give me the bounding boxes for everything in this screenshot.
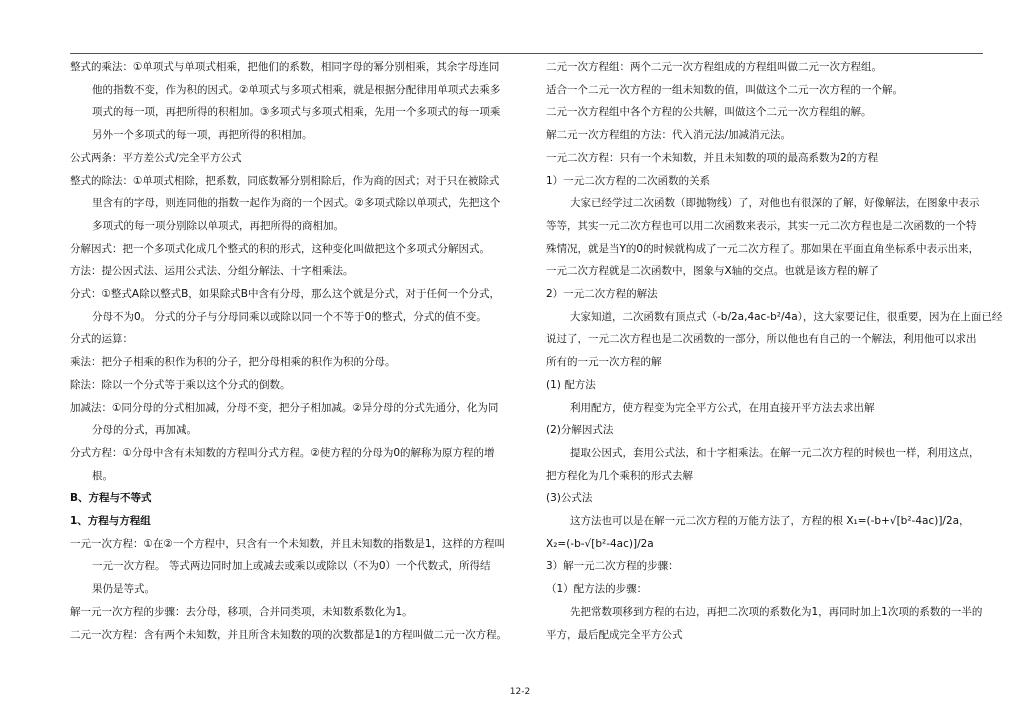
text-line: 先把常数项移到方程的右边，再把二次项的系数化为1，再同时加上1次项的系数的一半的 — [570, 605, 983, 618]
text-line: 分式：①整式A除以整式B，如果除式B中含有分母，那么这个就是分式，对于任何一个分式， — [70, 288, 501, 301]
page-number: 12-2 — [509, 687, 531, 697]
section-heading: B、方程与不等式 — [70, 492, 152, 505]
text-line: 适合一个二元一次方程的一组未知数的值，叫做这个二元一次方程的一个解。 — [546, 83, 903, 96]
text-line: 解二元一次方程组的方法：代入消元法/加减消元法。 — [546, 129, 792, 142]
text-line: 大家知道，二次函数有顶点式（-b/2a,4ac-b²/4a），这大家要记住，很重要，因为在上面已经 — [570, 310, 1003, 323]
text-line: （1）配方法的步骤： — [546, 583, 648, 596]
text-line: 乘法：把分子相乘的积作为积的分子，把分母相乘的积作为积的分母。 — [70, 356, 396, 369]
text-line: 分母不为0。 分式的分子与分母同乘以或除以同一个不等于0的整式，分式的值不变。 — [92, 310, 487, 323]
text-line: 另外一个多项式的每一项，再把所得的积相加。 — [92, 129, 313, 142]
text-line: 殊情况，就是当Y的0的时候就构成了一元二次方程了。那如果在平面直角坐标系中表示出来， — [546, 242, 980, 255]
text-line: 提取公因式，套用公式法，和十字相乘法。在解一元二次方程的时候也一样，利用这点， — [570, 446, 980, 459]
text-line: 等等，其实一元二次方程也可以用二次函数来表示，其实一元二次方程也是二次函数的一个特 — [546, 219, 977, 232]
text-line: 他的指数不变，作为积的因式。②单项式与多项式相乘，就是根据分配律用单项式去乘多 — [92, 83, 501, 96]
text-line: 加减法：①同分母的分式相加减，分母不变，把分子相加减。②异分母的分式先通分，化为同 — [70, 401, 499, 414]
text-line: 说过了，一元二次方程也是二次函数的一部分，所以他也有自己的一个解法，利用他可以求出 — [546, 333, 977, 346]
text-line: 一元一次方程：①在②一个方程中，只含有一个未知数，并且未知数的指数是1，这样的方程叫 — [70, 537, 506, 550]
text-line: 平方，最后配成完全平方公式 — [546, 628, 683, 641]
text-line: 所有的一元一次方程的解 — [546, 356, 662, 369]
text-line: 方法：提公因式法、运用公式法、分组分解法、十字相乘法。 — [70, 265, 354, 278]
right-column — [546, 56, 1003, 646]
text-line: 一元一次方程。 等式两边同时加上或减去或乘以或除以（不为0）一个代数式，所得结 — [92, 560, 491, 573]
text-line: 二元一次方程：含有两个未知数，并且所含未知数的项的次数都是1的方程叫做二元一次方程。 — [70, 628, 508, 641]
text-line: 一元二次方程：只有一个未知数，并且未知数的项的最高系数为2的方程 — [546, 151, 879, 164]
text-line: 这方法也可以是在解一元二次方程的万能方法了，方程的根 X₁=(-b+√[b²-4ac)]/2a， — [570, 515, 970, 528]
text-line: 多项式的每一项分别除以单项式，再把所得的商相加。 — [92, 219, 344, 232]
text-line: 1）一元二次方程的二次函数的关系 — [546, 174, 711, 187]
text-line: 分解因式：把一个多项式化成几个整式的积的形式，这种变化叫做把这个多项式分解因式。 — [70, 242, 490, 255]
text-line: (3)公式法 — [546, 492, 593, 505]
text-line: 大家已经学过二次函数（即抛物线）了，对他也有很深的了解，好像解法，在图象中表示 — [570, 197, 980, 210]
subsection-heading: 1、方程与方程组 — [70, 515, 151, 528]
text-line: (1) 配方法 — [546, 378, 596, 391]
text-line: X₂=(-b-√[b²-4ac)]/2a — [546, 537, 654, 550]
text-line: 分母的分式，再加减。 — [92, 424, 197, 437]
text-line: 整式的除法：①单项式相除，把系数，同底数幂分别相除后，作为商的因式；对于只在被除式 — [70, 174, 500, 187]
text-line: 2）一元二次方程的解法 — [546, 288, 658, 301]
header-rule — [70, 53, 983, 54]
text-line: 根。 — [92, 469, 113, 482]
text-line: 解一元一次方程的步骤：去分母，移项，合并同类项，未知数系数化为1。 — [70, 605, 413, 618]
text-line: 分式的运算： — [70, 333, 133, 346]
text-line: 里含有的字母，则连同他的指数一起作为商的一个因式。②多项式除以单项式，先把这个 — [92, 197, 501, 210]
text-line: 项式的每一项，再把所得的积相加。③多项式与多项式相乘，先用一个多项式的每一项乘 — [92, 106, 501, 119]
text-line: 把方程化为几个乘积的形式去解 — [546, 469, 693, 482]
text-line: (2)分解因式法 — [546, 424, 614, 437]
text-line: 3）解一元二次方程的步骤： — [546, 560, 679, 573]
text-line: 二元一次方程组：两个二元一次方程组成的方程组叫做二元一次方程组。 — [546, 61, 882, 73]
text-line: 利用配方，使方程变为完全平方公式，在用直接开平方法去求出解 — [570, 401, 875, 414]
text-line: 二元一次方程组中各个方程的公共解，叫做这个二元一次方程组的解。 — [546, 106, 872, 119]
text-line: 一元二次方程就是二次函数中，图象与X轴的交点。也就是该方程的解了 — [546, 265, 879, 278]
text-line: 公式两条：平方差公式/完全平方公式 — [70, 151, 242, 164]
left-column — [70, 56, 510, 646]
text-line: 整式的乘法：①单项式与单项式相乘，把他们的系数，相同字母的幂分别相乘，其余字母连同 — [70, 61, 500, 73]
text-line: 分式方程：①分母中含有未知数的方程叫分式方程。②使方程的分母为0的解称为原方程的增 — [70, 446, 495, 459]
text-line: 果仍是等式。 — [92, 583, 155, 596]
text-line: 除法：除以一个分式等于乘以这个分式的倒数。 — [70, 378, 291, 391]
